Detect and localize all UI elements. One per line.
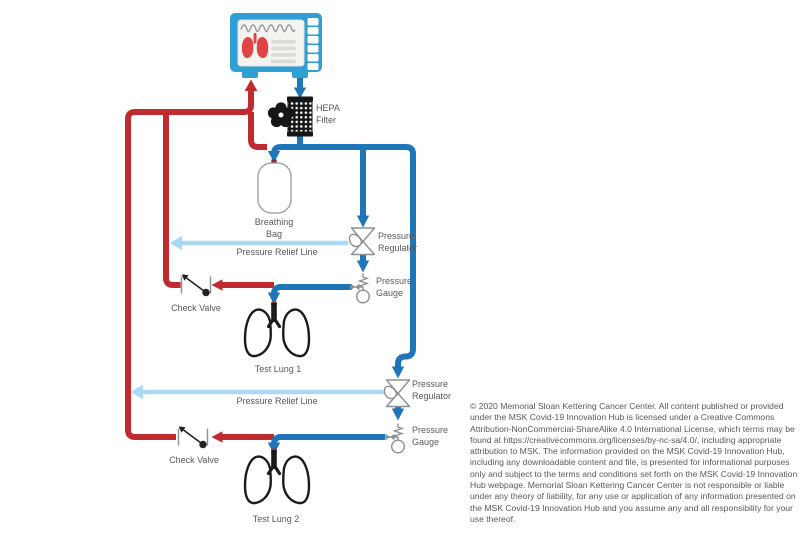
return-arrow-into-monitor (245, 80, 258, 92)
pressure-regulator-1-label (378, 231, 417, 254)
ventilator-monitor (230, 13, 322, 78)
pressure-regulator-2-label-line1: Pressure (412, 379, 449, 389)
breathing-bag-label (255, 217, 294, 240)
pressure-gauge-2-label (412, 425, 448, 448)
copyright-notice: © 2020 Memorial Sloan Kettering Cancer Center. All content published or provided under the MSK Covid-19 Innovation Hub is licensed under a Creative Commons Attribution-NonCommercial-ShareAlike 4.0 International License, which terms may be found at https://creativecommons.org/licenses/by-nc-sa/4.0/, including appropriate attribution to MSK. The information provided on the MSK Covid-19 Innovation Hub, including any downloadable content and file, is presented for informational purposes only and subject to the terms and conditions set forth on the MSK Covid-19 Innovation Hub webpage. Memorial Sloan Kettering Cancer Center is not responsible or liable under any theory of liability, for any use or application of any information presented on the MSK Covid-19 Innovation Hub and you assume any and all responsibility for your use thereof. (470, 401, 798, 524)
test-lung-1-label: Test Lung 1 (254, 364, 302, 374)
supply-line-lung1 (274, 287, 352, 294)
hepa-filter-label-line1: HEPA (316, 103, 340, 113)
pressure-regulator-1-label-line1: Pressure (378, 231, 415, 241)
return-line-lung1 (166, 112, 181, 285)
test-lung-2-icon (245, 449, 309, 504)
supply-arrow-into-gauge1 (357, 261, 369, 273)
breathing-bag-label-line2: Bag (265, 228, 282, 239)
pressure-gauge-1-icon (350, 274, 369, 303)
pressure-regulator-1-icon (350, 228, 375, 255)
test-lung-2-label: Test Lung 2 (252, 514, 300, 524)
pressure-gauge-1-label-line2: Gauge (376, 287, 404, 298)
check-valve-2-label: Check Valve (169, 455, 219, 465)
test-lung-1-icon (245, 302, 309, 357)
pressure-relief-line-1-label: Pressure Relief Line (236, 247, 318, 257)
pressure-regulator-2-icon (385, 380, 410, 407)
pressure-gauge-2-icon (385, 424, 404, 453)
supply-line-lung2 (274, 437, 385, 444)
supply-arrow-into-regulator2 (392, 367, 404, 379)
pressure-regulator-1-label-line2: Regulator (378, 242, 418, 253)
hepa-filter-label (316, 103, 340, 126)
return-branch-to-bag (251, 112, 267, 147)
hepa-filter-label-line2: Filter (316, 114, 336, 125)
pressure-regulator-2-label-line2: Regulator (412, 390, 452, 401)
pressure-gauge-1-label (376, 276, 412, 299)
hepa-filter-icon (268, 97, 313, 137)
breathing-bag-label-line1: Breathing (254, 217, 294, 227)
check-valve-2-icon (179, 426, 208, 448)
supply-arrow-into-gauge2 (392, 409, 404, 421)
return-arrow-lung2 (212, 431, 223, 443)
check-valve-1-icon (182, 274, 211, 296)
supply-arrow-into-regulator1 (357, 216, 369, 228)
check-valve-1-label: Check Valve (171, 303, 221, 313)
pressure-gauge-2-label-line2: Gauge (412, 436, 440, 447)
pressure-gauge-1-label-line1: Pressure (376, 276, 413, 286)
return-arrow-lung1 (212, 279, 223, 291)
pressure-gauge-2-label-line1: Pressure (412, 425, 449, 435)
pressure-relief-line-2-label: Pressure Relief Line (236, 396, 318, 406)
breathing-bag-icon (258, 160, 291, 214)
return-line-main (128, 80, 274, 443)
pressure-regulator-2-label (412, 379, 451, 402)
